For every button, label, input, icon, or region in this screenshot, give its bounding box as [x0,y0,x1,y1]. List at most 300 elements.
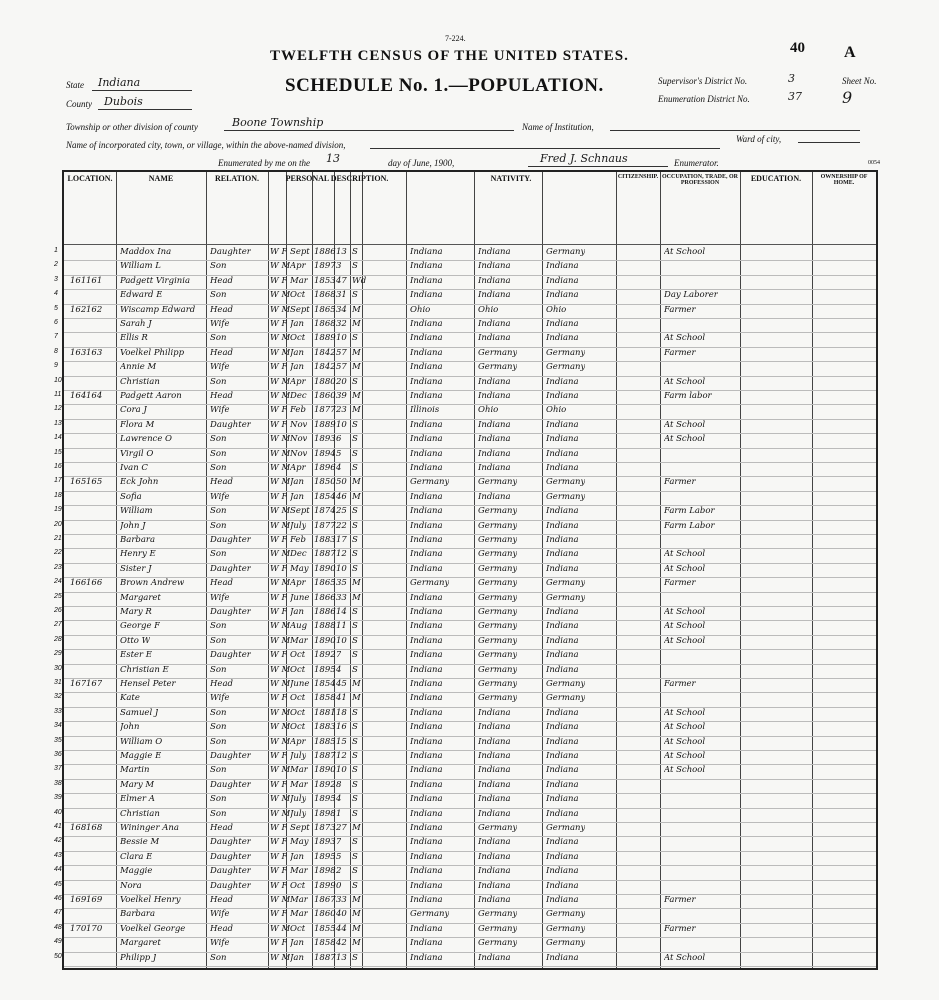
cell-rel: Daughter [210,837,251,848]
cell-yr: 1896 [314,463,336,473]
cell-ms: S [352,563,358,574]
cell-mo: June [290,679,310,689]
cell-ms: M [352,578,361,589]
cell-mo: July [290,520,307,531]
cell-b2: Germany [478,549,518,560]
cell-cs: W M [270,448,291,459]
cell-occ: At School [664,751,706,761]
cell-b3: Indiana [546,607,579,617]
line-number: 32 [54,693,62,701]
cell-yr: 1858 [314,693,336,704]
cell-name: Samuel J [120,707,159,718]
cell-mo: Jan [290,952,304,963]
census-table [54,170,878,970]
cell-b3: Indiana [546,319,579,329]
cell-age: 34 [336,304,347,315]
cell-dw: 164 [70,391,87,401]
cell-yr: 1881 [314,707,336,718]
cell-mo: Sept [290,506,310,517]
table-row [54,764,876,779]
cell-name: Padgett Aaron [120,391,182,401]
cell-occ: Farmer [664,304,696,315]
cell-cs: W F [270,650,288,661]
cell-mo: Mar [290,275,308,286]
cell-b2: Germany [478,607,518,617]
cell-age: 13 [336,247,347,257]
cell-b2: Indiana [478,261,511,272]
cell-b3: Indiana [546,635,579,646]
cell-b1: Indiana [410,952,443,963]
line-number: 18 [54,491,62,499]
cell-mo: Oct [290,693,306,704]
cell-ms: M [352,362,361,373]
cell-b2: Indiana [478,275,511,286]
cell-cs: W F [270,779,288,790]
cell-b2: Germany [478,506,518,517]
cell-yr: 1854 [314,491,336,502]
cell-occ: Farmer [664,679,696,689]
cell-b3: Germany [546,578,586,589]
cell-name: Edward E [120,290,163,301]
cell-age: 45 [336,679,347,689]
cell-b1: Indiana [410,362,443,373]
state-label: State [66,80,84,90]
cell-b3: Indiana [546,506,579,517]
cell-yr: 1895 [314,794,336,805]
cell-yr: 1854 [314,679,336,689]
cell-b2: Indiana [478,290,511,301]
cell-yr: 1898 [314,866,336,877]
line-number: 3 [54,275,58,283]
cell-occ: At School [664,549,706,560]
cell-rel: Son [210,463,227,473]
table-row [54,390,876,405]
cell-mo: July [290,751,307,761]
table-row [54,808,876,823]
cell-b2: Indiana [478,765,511,776]
line-number: 19 [54,506,62,514]
cell-b1: Indiana [410,635,443,646]
line-number: 46 [54,895,62,902]
cell-name: William L [120,261,161,272]
cell-age: 35 [336,578,347,589]
cell-mo: Oct [290,333,306,344]
cell-cs: W M [270,477,291,488]
table-row [54,419,876,434]
line-number: 20 [54,520,62,528]
cell-b2: Indiana [478,880,511,891]
table-row [54,361,876,376]
cell-ms: S [352,290,358,301]
cell-occ: At School [664,952,706,963]
cell-cs: W F [270,419,288,430]
cell-cs: W M [270,304,291,315]
enumerator-label: Enumerator. [674,158,719,168]
cell-cs: W M [270,765,291,776]
table-row [54,707,876,722]
table-row [54,952,876,967]
cell-cs: W F [270,823,288,833]
cell-ms: M [352,304,361,315]
cell-dw: 169 [70,895,87,905]
cell-rel: Daughter [210,650,251,661]
cell-ms: S [352,765,358,776]
cell-yr: 1850 [314,477,336,488]
sheet-value: 9 [842,88,853,107]
cell-name: Ellis R [120,333,148,344]
table-row [54,736,876,751]
table-row [54,318,876,333]
cell-rel: Head [210,391,233,401]
cell-rel: Son [210,261,227,272]
cell-yr: 1860 [314,909,336,920]
cell-name: Eck John [120,477,159,488]
education-header: EDUCATION. [750,174,802,183]
cell-occ: At School [664,376,706,387]
cell-cs: W M [270,621,291,632]
cell-ms: S [352,751,358,761]
cell-b1: Indiana [410,621,443,632]
cell-ms: M [352,679,361,689]
cell-mo: Mar [290,909,308,920]
cell-age: 20 [336,376,347,387]
cell-b2: Ohio [478,304,499,315]
cell-b3: Indiana [546,707,579,718]
cell-yr: 1868 [314,290,336,301]
cell-age: 5 [336,851,342,862]
cell-b3: Germany [546,347,586,358]
cell-b2: Germany [478,563,518,574]
cell-yr: 1860 [314,391,336,401]
cell-b1: Indiana [410,463,443,473]
cell-b3: Indiana [546,434,579,445]
cell-ms: S [352,376,358,387]
line-number: 21 [54,535,62,542]
township-rule [224,130,514,131]
cell-age: 44 [336,923,347,934]
cell-cs: W F [270,693,288,704]
cell-b2: Germany [478,909,518,920]
cell-age: 39 [336,391,347,401]
table-row [54,289,876,304]
cell-cs: W F [270,880,288,891]
cell-name: Philipp J [120,952,157,963]
cell-b1: Germany [410,909,450,920]
cell-occ: At School [664,333,706,344]
table-row [54,649,876,664]
cell-cs: W F [270,247,288,257]
cell-rel: Daughter [210,535,251,545]
cell-rel: Wife [210,909,230,920]
cell-b3: Indiana [546,664,579,675]
cell-cs: W F [270,535,288,545]
line-number: 15 [54,448,62,456]
line-number: 34 [54,722,62,730]
cell-cs: W M [270,952,291,963]
cell-cs: W M [270,549,291,560]
cell-name: Wiscamp Edward [120,304,196,315]
page-letter: A [844,44,856,61]
cell-ms: M [352,693,361,704]
cell-b1: Indiana [410,607,443,617]
cell-ms: M [352,923,361,934]
cell-yr: 1880 [314,376,336,387]
cell-b1: Indiana [410,693,443,704]
cell-cs: W F [270,405,288,416]
cell-rel: Wife [210,693,230,704]
cell-occ: At School [664,247,706,257]
cell-ms: S [352,779,358,790]
cell-name: Margaret [120,592,161,603]
cell-fam: 162 [86,304,103,315]
cell-rel: Wife [210,405,230,416]
cell-yr: 1866 [314,592,336,603]
table-row [54,404,876,419]
cell-occ: At School [664,563,706,574]
cell-age: 57 [336,362,347,373]
cell-fam: 166 [86,578,103,589]
ward-label: Ward of city, [736,134,782,144]
cell-mo: Jan [290,938,304,949]
cell-mo: Jan [290,362,304,373]
line-number: 14 [54,434,62,442]
table-row [54,606,876,621]
cell-age: 0 [336,880,342,891]
line-number: 50 [54,952,62,960]
cell-b3: Indiana [546,866,579,877]
cell-name: Brown Andrew [120,578,185,589]
cell-b2: Indiana [478,866,511,877]
cell-mo: Oct [290,664,306,675]
cell-b3: Indiana [546,520,579,531]
cell-b1: Indiana [410,736,443,747]
table-row [54,779,876,794]
cell-yr: 1842 [314,362,336,373]
cell-b1: Indiana [410,247,443,257]
cell-ms: M [352,405,361,416]
cell-cs: W F [270,607,288,617]
cell-rel: Daughter [210,419,251,430]
cell-b1: Indiana [410,535,443,545]
line-number: 7 [54,333,58,341]
cell-age: 47 [336,275,347,286]
cell-b2: Indiana [478,707,511,718]
table-row [54,275,876,290]
institution-label: Name of Institution, [522,122,594,132]
cell-ms: S [352,837,358,848]
line-number: 23 [54,563,62,571]
cell-b2: Indiana [478,376,511,387]
state-value: Indiana [98,76,141,89]
cell-b3: Indiana [546,563,579,574]
table-row [54,592,876,607]
cell-ms: M [352,491,361,502]
table-row [54,750,876,765]
cell-name: Barbara [120,909,156,920]
cell-b1: Indiana [410,650,443,661]
cell-name: Bessie M [120,837,160,848]
cell-b1: Indiana [410,319,443,329]
cell-ms: S [352,448,358,459]
cell-name: Maddox Ina [120,247,172,257]
cell-b2: Germany [478,621,518,632]
cell-b3: Germany [546,247,586,257]
cell-ms: S [352,434,358,445]
line-number: 10 [54,376,62,384]
cell-rel: Son [210,434,227,445]
table-row [54,851,876,866]
cell-occ: At School [664,736,706,747]
cell-b1: Indiana [410,823,443,833]
cell-ms: M [352,391,361,401]
cell-age: 13 [336,952,347,963]
cell-cs: W F [270,866,288,877]
township-label: Township or other division of county [66,122,198,132]
cell-b1: Indiana [410,434,443,445]
cell-b1: Indiana [410,275,443,286]
cell-cs: W M [270,333,291,344]
cell-rel: Son [210,635,227,646]
cell-rel: Daughter [210,751,251,761]
cell-b2: Indiana [478,491,511,502]
table-row [54,577,876,592]
cell-yr: 1867 [314,895,336,905]
cell-ms: M [352,938,361,949]
line-number: 37 [54,765,62,773]
cell-cs: W M [270,664,291,675]
enumerated-label: Enumerated by me on the [218,158,310,168]
cell-b1: Indiana [410,491,443,502]
cell-ms: S [352,808,358,819]
cell-occ: At School [664,434,706,445]
cell-cs: W M [270,347,291,358]
table-row [54,534,876,549]
cell-age: 4 [336,794,342,805]
cell-rel: Wife [210,319,230,329]
table-row [54,822,876,837]
cell-name: Hensel Peter [120,679,176,689]
cell-ms: S [352,621,358,632]
cell-mo: Oct [290,707,306,718]
cell-dw: 162 [70,304,87,315]
cell-rel: Daughter [210,880,251,891]
cell-b2: Indiana [478,391,511,401]
cell-cs: W M [270,506,291,517]
cell-dw: 161 [70,275,87,286]
cell-name: William [120,506,153,517]
cell-b3: Indiana [546,275,579,286]
table-row [54,260,876,275]
line-number: 31 [54,679,62,686]
line-number: 25 [54,592,62,600]
cell-name: Padgett Virginia [120,275,191,286]
cell-occ: Farm labor [664,391,712,401]
cell-b3: Indiana [546,794,579,805]
cell-ms: S [352,506,358,517]
cell-name: Sofia [120,491,142,502]
table-row [54,304,876,319]
cell-yr: 1868 [314,319,336,329]
cell-mo: Apr [290,376,306,387]
day-of-label: day of June, 1900, [388,158,455,168]
cell-b2: Germany [478,823,518,833]
cell-occ: Day Laborer [664,290,718,301]
cell-age: 12 [336,549,347,560]
cell-b1: Indiana [410,765,443,776]
margin-mark: 0054 [868,160,880,166]
cell-yr: 1895 [314,664,336,675]
cell-name: Maggie E [120,751,162,761]
occupation-header: OCCUPATION, TRADE, OR PROFESSION [661,174,738,186]
line-number: 28 [54,635,62,643]
cell-fam: 163 [86,347,103,358]
cell-b3: Indiana [546,895,579,905]
incorporated-rule [370,148,720,149]
cell-b2: Germany [478,477,518,488]
cell-cs: W F [270,851,288,862]
cell-occ: Farmer [664,923,696,934]
line-number: 17 [54,477,62,485]
nativity-header: NATIVITY. [490,174,532,183]
cell-yr: 1890 [314,765,336,776]
cell-fam: 168 [86,823,103,833]
table-row [54,692,876,707]
cell-b3: Indiana [546,880,579,891]
enumeration-district-value: 37 [788,90,802,103]
cell-name: Elmer A [120,794,155,805]
cell-ms: S [352,535,358,545]
cell-mo: Oct [290,290,306,301]
cell-name: Henry E [120,549,156,560]
institution-rule [610,130,860,131]
cell-rel: Head [210,275,233,286]
cell-b1: Indiana [410,837,443,848]
cell-b2: Indiana [478,319,511,329]
cell-occ: Farmer [664,347,696,358]
cell-rel: Daughter [210,247,251,257]
cell-rel: Head [210,477,233,488]
cell-ms: S [352,520,358,531]
cell-mo: Nov [290,448,308,459]
cell-mo: Apr [290,736,306,747]
cell-ms: M [352,909,361,920]
cell-rel: Son [210,520,227,531]
line-number: 36 [54,751,62,758]
cell-b2: Germany [478,347,518,358]
line-number: 1 [54,247,58,254]
line-number: 49 [54,938,62,946]
cell-rel: Son [210,952,227,963]
cell-name: Barbara [120,535,156,545]
line-number: 8 [54,347,58,355]
cell-b2: Indiana [478,837,511,848]
enumeration-district-label: Enumeration District No. [658,94,750,104]
cell-name: Ester E [120,650,152,661]
cell-mo: Mar [290,895,308,905]
cell-yr: 1873 [314,823,336,833]
cell-b3: Indiana [546,333,579,344]
cell-rel: Son [210,448,227,459]
cell-yr: 1886 [314,607,336,617]
cell-mo: Aug [290,621,308,632]
cell-mo: Sept [290,304,310,315]
table-row [54,793,876,808]
cell-cs: W F [270,491,288,502]
cell-name: Sarah J [120,319,152,329]
cell-name: Sister J [120,563,152,574]
cell-age: 31 [336,290,347,301]
cell-cs: W M [270,376,291,387]
